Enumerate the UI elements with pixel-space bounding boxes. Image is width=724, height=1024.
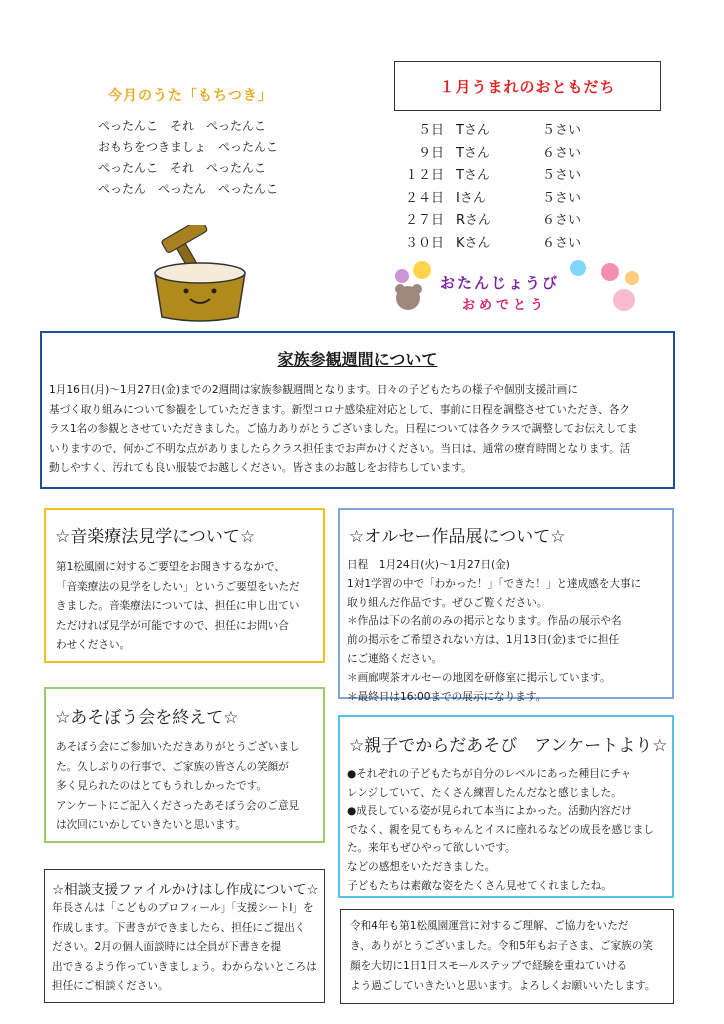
text-line: よう過ごしていきたいと思います。よろしくお願いいたします。 bbox=[350, 980, 656, 992]
text-line: ラス1名の参観とさせていただきました。ご協力ありがとうございました。日程については各クラスで調整してお伝えしてま bbox=[49, 423, 638, 435]
music-therapy-box bbox=[44, 508, 325, 663]
birthday-name: Kさん bbox=[456, 235, 491, 251]
list-item bbox=[400, 210, 602, 233]
text-line: た。久しぶりの行事で、ご家族の皆さんの笑顔が bbox=[56, 760, 289, 773]
text-line: 日程 1月24日(火)～1月27日(金) bbox=[347, 559, 510, 571]
text-line: ただければ見学が可能ですので、担任にお問い合 bbox=[56, 619, 289, 632]
orsay-exhibition-box bbox=[338, 508, 674, 703]
asobou-kai-box bbox=[44, 687, 325, 843]
birthday-day: ３０日 bbox=[404, 235, 444, 251]
support-file-body bbox=[52, 899, 317, 997]
birthday-day: ２４日 bbox=[404, 190, 444, 206]
text-line: レンジしていて、たくさん練習したんだなと感じました。 bbox=[347, 786, 622, 799]
birthday-title-box bbox=[394, 61, 661, 111]
birthday-name: Tさん bbox=[456, 145, 490, 161]
lyric-line: おもちをつきましょ ぺったんこ bbox=[98, 140, 279, 154]
text-line: 担任にご相談ください。 bbox=[52, 980, 169, 992]
family-observation-title: 家族参観週間について bbox=[277, 350, 438, 369]
birthday-name: Tさん bbox=[456, 123, 490, 138]
birthday-name: Rさん bbox=[456, 213, 492, 228]
text-line: き、ありがとうございました。令和5年もお子さま、ご家族の笑 bbox=[350, 940, 653, 952]
birthday-name: Iさん bbox=[456, 190, 486, 206]
birthday-age: ６さい bbox=[542, 145, 582, 161]
birthday-age: ５さい bbox=[542, 168, 582, 183]
text-line: ＊最終日は16:00までの展示になります。 bbox=[347, 690, 547, 703]
text-line: 顔を大切に1日1日スモールステップで経験を重ねていける bbox=[350, 960, 628, 972]
orsay-exhibition-title: ☆オルセー作品展について☆ bbox=[349, 527, 566, 547]
text-line: わせください。 bbox=[56, 639, 131, 651]
birthday-age: ６さい bbox=[542, 235, 582, 251]
birthday-name: Tさん bbox=[456, 168, 490, 183]
birthday-banner-line1: おたんじょうび bbox=[440, 274, 560, 292]
music-therapy-title: ☆音楽療法見学について☆ bbox=[55, 527, 256, 547]
text-line: 取り組んだ作品です。ぜひご覧ください。 bbox=[347, 596, 548, 609]
parent-child-survey-body bbox=[347, 765, 654, 895]
parent-child-survey-title: ☆親子でからだあそび アンケートより☆ bbox=[349, 736, 668, 756]
list-item bbox=[400, 233, 602, 256]
text-line: ●それぞれの子どもたちが自分のレベルにあった種目にチャ bbox=[347, 768, 632, 780]
text-line: 前の掲示をご希望されない方は、1月13日(金)までに担任 bbox=[347, 634, 620, 647]
closing-message-box bbox=[340, 909, 674, 1004]
song-title: 今月のうた「もちつき」 bbox=[108, 88, 273, 104]
text-line: 子どもたちは素敵な姿をたくさん見せてくれましたね。 bbox=[347, 879, 612, 892]
lyric-line: ぺったんこ それ ぺったんこ bbox=[98, 161, 267, 175]
birthday-age: ５さい bbox=[542, 123, 582, 138]
text-line: ＊作品は下の名前のみの掲示となります。作品の展示や名 bbox=[347, 615, 622, 628]
closing-message-body bbox=[350, 916, 656, 996]
text-line: でなく、親を見てもちゃんとイスに座れるなどの成長を感じまし bbox=[347, 823, 654, 836]
text-line: 「音楽療法の見学をしたい」というご要望をいただ bbox=[56, 580, 300, 593]
text-line: ●成長している姿が見られて本当によかった。活動内容だけ bbox=[347, 805, 632, 818]
support-file-title: ☆相談支援ファイルかけはし作成について☆ bbox=[52, 882, 319, 898]
text-line: あそぼう会にご参加いただきありがとうございまし bbox=[56, 741, 300, 753]
lyric-line: ぺったん ぺったん ぺったんこ bbox=[98, 182, 279, 196]
text-line: などの感想をいただきました。 bbox=[347, 860, 496, 873]
text-line: 出できるよう作っていきましょう。わからないところは bbox=[52, 960, 317, 973]
text-line: ださい。2月の個人面談時には全員が下書きを提 bbox=[52, 941, 282, 953]
text-line: 令和4年も第1松風園運営に対するご理解、ご協力をいただ bbox=[350, 920, 629, 932]
mochi-mortar-illustration bbox=[140, 225, 260, 325]
family-observation-body bbox=[49, 381, 638, 479]
list-item bbox=[400, 188, 602, 211]
orsay-exhibition-body bbox=[347, 556, 641, 706]
text-line: ＊画廊喫茶オルセーの地図を研修室に掲示しています。 bbox=[347, 671, 611, 684]
family-observation-box bbox=[40, 331, 675, 489]
birthday-day: １２日 bbox=[404, 168, 444, 183]
birthday-list bbox=[400, 120, 602, 255]
list-item bbox=[400, 143, 602, 166]
birthday-banner bbox=[388, 258, 644, 320]
birthday-title: １月うまれのおともだち bbox=[439, 77, 616, 96]
song-lyrics bbox=[98, 116, 278, 200]
birthday-day: ９日 bbox=[417, 145, 444, 161]
birthday-age: ６さい bbox=[542, 213, 582, 228]
text-line: た。来年もぜひやって欲しいです。 bbox=[347, 842, 516, 855]
text-line: は次回にいかしていきたいと思います。 bbox=[56, 819, 246, 831]
music-therapy-body bbox=[56, 558, 300, 656]
birthday-banner-line2: おめでとう bbox=[462, 298, 548, 313]
birthday-day: ５日 bbox=[417, 123, 444, 138]
text-line: にご連絡ください。 bbox=[347, 652, 443, 665]
text-line: 年長さんは「こどものプロフィール」「支援シートⅠ」を bbox=[52, 902, 314, 914]
text-line: 動しやすく、汚れても良い服装でお越しください。皆さまのお越しをお待ちしています。 bbox=[49, 462, 472, 474]
lyric-line: ぺったんこ それ ぺったんこ bbox=[98, 119, 267, 133]
birthday-day: ２７日 bbox=[404, 213, 444, 228]
text-line: アンケートにご記入くださったあそぼう会のご意見 bbox=[56, 799, 300, 812]
text-line: 第1松風園に対するご要望をお聞きするなかで、 bbox=[56, 561, 285, 573]
text-line: 多く見られたのはとてもうれしかったです。 bbox=[56, 780, 268, 792]
asobou-kai-title: ☆あそぼう会を終えて☆ bbox=[55, 708, 239, 728]
parent-child-survey-box bbox=[338, 715, 674, 898]
text-line: きました。音楽療法については、担任に申し出てい bbox=[56, 600, 300, 612]
list-item bbox=[400, 120, 602, 143]
text-line: 基づく取り組みについて参観をしていただきます。新型コロナ感染症対応として、事前に日程を調整させていただき、各ク bbox=[49, 403, 630, 416]
text-line: 1対1学習の中で「わかった！」「できた！」と達成感を大事に bbox=[347, 577, 642, 590]
text-line: いりますので、何かご不明な点がありましたらクラス担任までお声かけください。当日は、通常の療育時間となります。活 bbox=[49, 442, 631, 455]
support-file-box bbox=[44, 869, 325, 1003]
list-item bbox=[400, 165, 602, 188]
birthday-age: ５さい bbox=[542, 190, 582, 206]
asobou-kai-body bbox=[56, 738, 300, 836]
text-line: 1月16日(月)～1月27日(金)までの2週間は家族参観週間となります。日々の子どもたちの様子や個別支援計画に bbox=[49, 384, 578, 396]
text-line: 作成します。下書きができましたら、担任にご提出く bbox=[52, 921, 306, 934]
